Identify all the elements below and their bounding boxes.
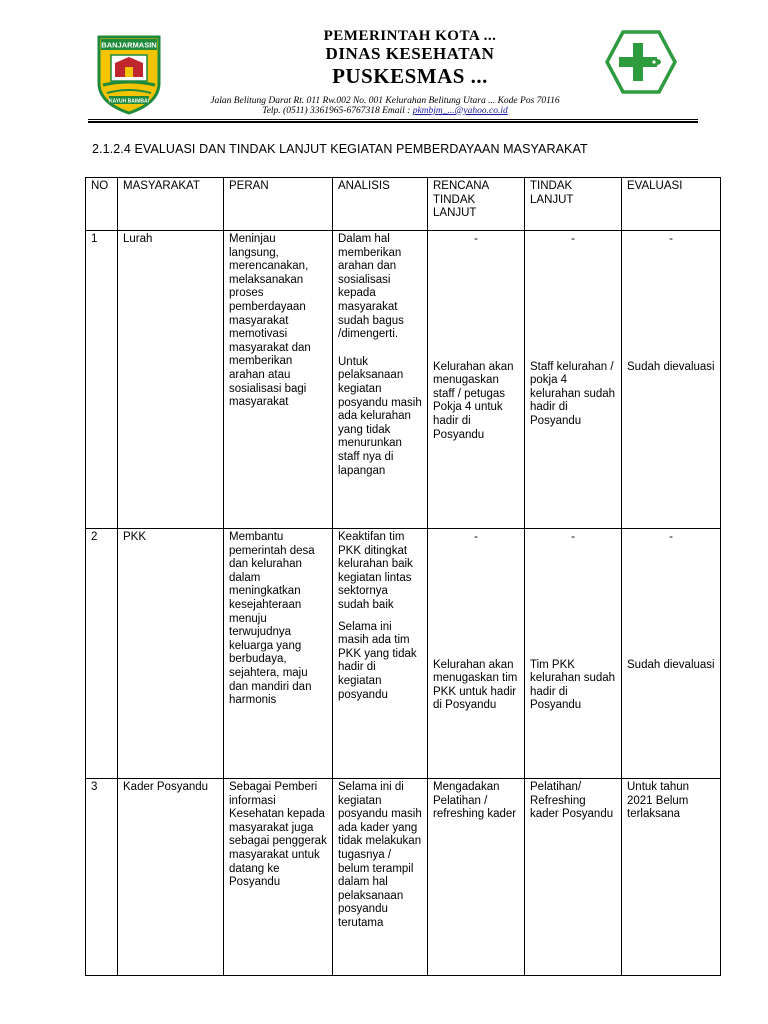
tindak-text: Tim PKK kelurahan sudah hadir di Posyandu bbox=[530, 658, 616, 712]
emblem-top-text: BANJARMASIN bbox=[101, 40, 157, 50]
column-header-rencana-tindak-lanjut: RENCANA TINDAK LANJUT bbox=[428, 178, 525, 231]
spacer bbox=[627, 545, 715, 659]
cell-rencana bbox=[428, 529, 525, 779]
rencana-text: Kelurahan akan menugaskan tim PKK untuk hadir di Posyandu bbox=[433, 658, 518, 712]
spacer bbox=[338, 342, 422, 356]
spacer bbox=[627, 247, 715, 361]
evaluasi-text: Sudah dievaluasi bbox=[627, 658, 715, 671]
section-title: 2.1.2.4 EVALUASI DAN TINDAK LANJUT KEGIATAN PEMBERDAYAAN MASYARAKAT bbox=[92, 142, 588, 156]
spacer bbox=[433, 545, 519, 659]
header-department-line: DINAS KESEHATAN bbox=[325, 44, 495, 63]
cell-analisis bbox=[333, 529, 428, 779]
spacer bbox=[338, 613, 422, 621]
cell-evaluasi: Untuk tahun 2021 Belum terlaksana bbox=[622, 779, 721, 976]
cell-analisis: Selama ini di kegiatan posyandu masih ada kader yang tidak melakukan tugasnya / belum terampil dalam hal pelaksanaan posyandu terutama bbox=[333, 779, 428, 976]
analisis-text: Untuk pelaksanaan kegiatan posyandu masih ada kelurahan yang tidak menurunkan staff nya di lapangan bbox=[338, 355, 422, 477]
dash-text: - bbox=[571, 531, 575, 543]
header-divider-thin bbox=[88, 119, 698, 120]
cell-no: 2 bbox=[86, 529, 118, 779]
letterhead bbox=[0, 0, 768, 125]
cell-tindak bbox=[525, 529, 622, 779]
cell-masyarakat: Kader Posyandu bbox=[118, 779, 224, 976]
cell-no: 1 bbox=[86, 231, 118, 529]
column-header-peran: PERAN bbox=[224, 178, 333, 231]
header-email-link[interactable]: pkmbjm_...@yahoo.co.id bbox=[412, 106, 508, 116]
cell-rencana bbox=[428, 231, 525, 529]
cell-peran: Membantu pemerintah desa dan kelurahan dalam meningkatkan kesejahteraan menuju terwujudnya keluarga yang berbudaya, sejahtera, maju dan mandiri dan harmonis bbox=[224, 529, 333, 779]
header-phone: Telp. (0511) 3361965-6767318 Email : bbox=[262, 106, 413, 116]
table-row bbox=[86, 529, 721, 779]
analisis-text: Dalam hal memberikan arahan dan sosialisasi kepada masyarakat sudah bagus /dimengerti. bbox=[338, 233, 404, 341]
column-header-tindak-lanjut: TINDAK LANJUT bbox=[525, 178, 622, 231]
cell-analisis bbox=[333, 231, 428, 529]
health-cross-logo-icon bbox=[605, 30, 677, 94]
cell-rencana: Mengadakan Pelatihan / refreshing kader bbox=[428, 779, 525, 976]
header-address: Jalan Belitung Darat Rt. 011 Rw.002 No. 001 Kelurahan Belitung Utara ... Kode Pos 70116 bbox=[210, 96, 560, 106]
cell-evaluasi bbox=[622, 529, 721, 779]
header-puskesmas-line: PUSKESMAS ... bbox=[332, 64, 488, 88]
cell-masyarakat: PKK bbox=[118, 529, 224, 779]
table-header-row bbox=[86, 178, 721, 231]
evaluation-table bbox=[85, 177, 721, 976]
tindak-text: Staff kelurahan / pokja 4 kelurahan sudah hadir di Posyandu bbox=[530, 360, 616, 427]
dash-text: - bbox=[474, 531, 478, 543]
header-divider-thick bbox=[88, 121, 698, 123]
spacer bbox=[433, 247, 519, 361]
cell-no: 3 bbox=[86, 779, 118, 976]
header-contact bbox=[120, 106, 650, 117]
dash-text: - bbox=[571, 233, 575, 245]
cell-tindak: Pelatihan/ Refreshing kader Posyandu bbox=[525, 779, 622, 976]
column-header-masyarakat: MASYARAKAT bbox=[118, 178, 224, 231]
spacer bbox=[530, 545, 616, 659]
analisis-text: Selama ini masih ada tim PKK yang tidak hadir di kegiatan posyandu bbox=[338, 620, 417, 701]
cell-peran: Meninjau langsung, merencanakan, melaksanakan proses pemberdayaan masyarakat memotivasi masyarakat dan memberikan arahan atau sosialisasi bagi masyarakat bbox=[224, 231, 333, 529]
cell-peran: Sebagai Pemberi informasi Kesehatan kepada masyarakat juga sebagai penggerak masyarakat untuk datang ke Posyandu bbox=[224, 779, 333, 976]
column-header-analisis: ANALISIS bbox=[333, 178, 428, 231]
evaluasi-text: Sudah dievaluasi bbox=[627, 360, 715, 373]
column-header-no: NO bbox=[86, 178, 118, 231]
cell-evaluasi bbox=[622, 231, 721, 529]
dash-text: - bbox=[474, 233, 478, 245]
dash-text: - bbox=[669, 531, 673, 543]
rencana-text: Kelurahan akan menugaskan staff / petugas Pokja 4 untuk hadir di Posyandu bbox=[433, 360, 514, 441]
table-row bbox=[86, 779, 721, 976]
cell-masyarakat: Lurah bbox=[118, 231, 224, 529]
analisis-text: Keaktifan tim PKK ditingkat kelurahan baik kegiatan lintas sektornya sudah baik bbox=[338, 531, 413, 611]
cell-tindak bbox=[525, 231, 622, 529]
header-government-line: PEMERINTAH KOTA ... bbox=[323, 28, 497, 44]
table-row bbox=[86, 231, 721, 529]
emblem-bottom-text: KAYUH BAIMBAI bbox=[108, 98, 150, 105]
dash-text: - bbox=[669, 233, 673, 245]
column-header-evaluasi: EVALUASI bbox=[622, 178, 721, 231]
spacer bbox=[530, 247, 616, 361]
